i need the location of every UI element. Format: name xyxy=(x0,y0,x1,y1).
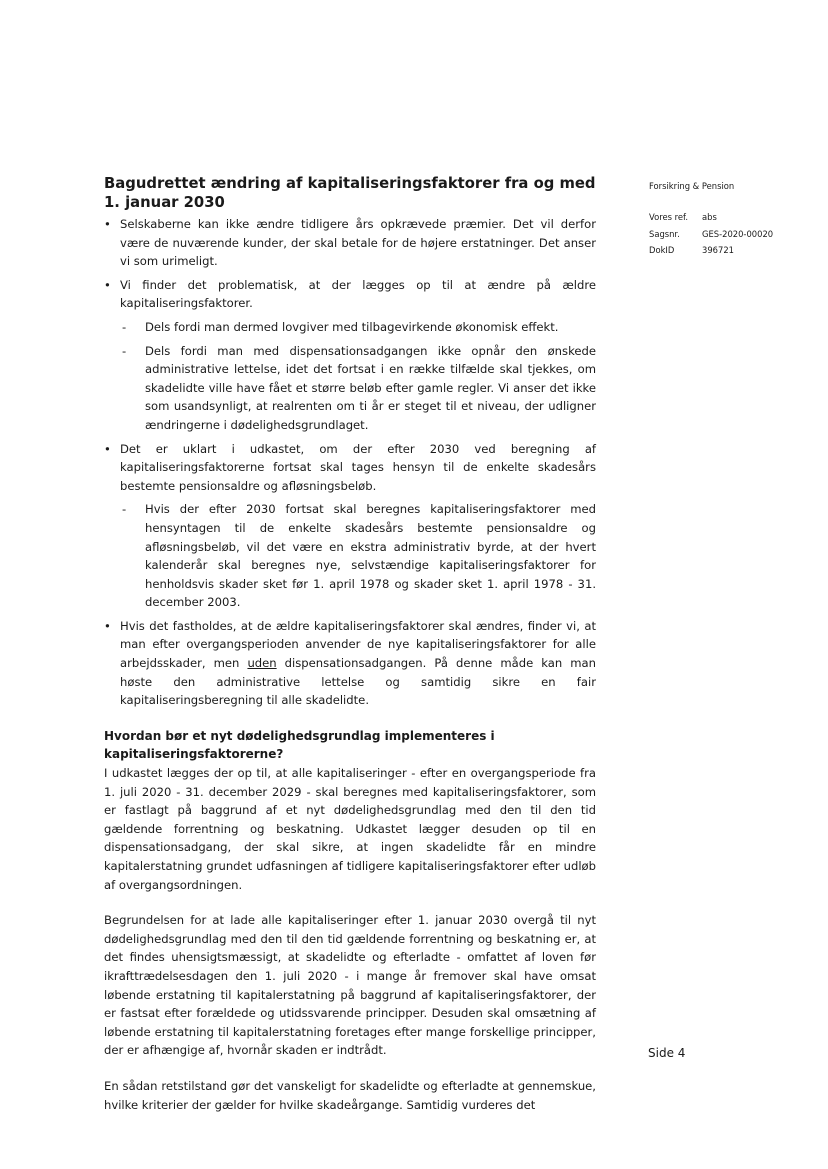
bullet-icon: • xyxy=(104,618,111,633)
reference-row xyxy=(649,209,809,226)
underlined-word: uden xyxy=(247,656,277,671)
reference-value: GES-2020-00020 xyxy=(702,228,774,239)
reference-value: abs xyxy=(702,211,717,222)
sub-list-item xyxy=(120,342,596,435)
reference-sidebar xyxy=(649,178,809,259)
sub-list-item-text: Dels fordi man dermed lovgiver med tilbagevirkende økonomisk effekt. xyxy=(145,319,559,334)
bullet-icon: • xyxy=(104,217,111,231)
list-item xyxy=(104,440,596,612)
dash-icon: - xyxy=(122,343,127,358)
list-item-text-part: dispensationsadgangen. På denne måde kan man høste den administrative lettelse og samtidig sikre en fair kapitaliseringsberegning til alle skadelidte. xyxy=(120,656,597,708)
reference-label: Sagsnr. xyxy=(649,228,680,239)
sub-list-item-text: Dels fordi man med dispensationsadgangen ikke opnår den ønskede administrative lettelse, idet det fortsat i en række tilfælde skal tjekkes, om skadelidte ville have fået et større beløb efter gamle regler. Vi anser det ikke som usandsynligt, at realrenten om ti år er steget til et niveau, der udligner ændringerne i dødelighedsgrundlaget. xyxy=(145,343,596,432)
list-item-text: Vi finder det problematisk, at der lægges op til at ændre på ældre kapitaliseringsfaktorer. xyxy=(120,277,596,311)
bullet-icon: • xyxy=(104,277,111,292)
list-item-text: Det er uklart i udkastet, om der efter 2030 ved beregning af kapitaliseringsfaktorerne fortsat skal tages hensyn til de enkelte skadesårs bestemte pensionsaldre og afløsningsbeløb. xyxy=(120,441,596,493)
reference-label: DokID xyxy=(649,245,675,256)
sub-list xyxy=(120,318,596,435)
reference-label: Vores ref. xyxy=(649,211,689,222)
list-item xyxy=(104,617,596,710)
sub-list-item xyxy=(120,500,596,612)
body-paragraph: Begrundelsen for at lade alle kapitaliseringer efter 1. januar 2030 overgå til nyt dødelighedsgrundlag med den til den tid gældende forrentning og beskatning er, at det findes uhensigtsmæssigt, at skadelidte og efterladte - omfattet af loven før ikrafttrædelsesdagen den 1. juli 2020 - i mange år fremover skal have omsat løbende erstatning til kapitalerstatning på baggrund af kapitaliseringsfaktorer, der er fastsat efter forældede og utidssvarende principper. Desuden skal omsætning af løbende erstatning til kapitalerstatning foretages efter mange forskellige principper, der er afhængige af, hvornår skaden er indtrådt. xyxy=(104,913,596,1058)
sub-list xyxy=(120,500,596,612)
dash-icon: - xyxy=(122,502,127,517)
sub-list-item-text: Hvis der efter 2030 fortsat skal beregnes kapitaliseringsfaktorer med hensyntagen til de enkelte skadesårs bestemte pensionsaldre og afløsningsbeløb, vil det være en ekstra administrativ byrde, at der hvert kalenderår skal beregnes nye, selvstændige kapitaliseringsfaktorer for henholdsvis skader sket før 1. april 1978 og skader sket 1. april 1978 - 31. december 2003. xyxy=(145,502,596,610)
dash-icon: - xyxy=(122,319,127,334)
section-heading: Bagudrettet ændring af kapitaliseringsfaktorer fra og med 1. januar 2030 xyxy=(104,175,596,211)
main-content xyxy=(104,174,596,1114)
reference-row xyxy=(649,226,809,243)
sub-list-item xyxy=(120,318,596,337)
reference-row xyxy=(649,242,809,259)
bullet-list xyxy=(104,215,596,710)
body-paragraph: En sådan retstilstand gør det vanskeligt for skadelidte og efterladte at gennemskue, hvilke kriterier der gælder for hvilke skadeårgange. Samtidig vurderes det xyxy=(104,1078,596,1112)
section-heading: Hvordan bør et nyt dødelighedsgrundlag implementeres i kapitaliseringsfaktorerne? xyxy=(104,728,495,762)
organization-name: Forsikring & Pension xyxy=(649,181,735,191)
reference-value: 396721 xyxy=(702,245,734,256)
list-item-text: Selskaberne kan ikke ændre tidligere års opkrævede præmier. Det vil derfor være de nuværende kunder, der skal betale for de højere erstatninger. Det anser vi som urimeligt. xyxy=(120,217,596,269)
page-number: Side 4 xyxy=(648,1046,686,1060)
list-item xyxy=(104,215,596,271)
body-paragraph: I udkastet lægges der op til, at alle kapitaliseringer - efter en overgangsperiode fra 1. juli 2020 - 31. december 2029 - skal beregnes med kapitaliseringsfaktorer, som er fastlagt på baggrund af et nyt dødelighedsgrundlag med den til den tid gældende forrentning og beskatning. Udkastet lægger desuden op til en dispensationsadgang, der skal sikre, at ingen skadelidte får en mindre kapitalerstatning grundet udfasningen af tidligere kapitaliseringsfaktorer efter udløb af overgangsordningen. xyxy=(104,766,596,892)
list-item-text-part: Hvis det fastholdes, at de ældre kapitaliseringsfaktorer skal ændres, finder vi, at man efter overgangsperioden anvender de nye kapitaliseringsfaktorer for alle arbejdsskader, men xyxy=(120,618,596,671)
bullet-icon: • xyxy=(104,441,111,456)
list-item xyxy=(104,276,596,435)
